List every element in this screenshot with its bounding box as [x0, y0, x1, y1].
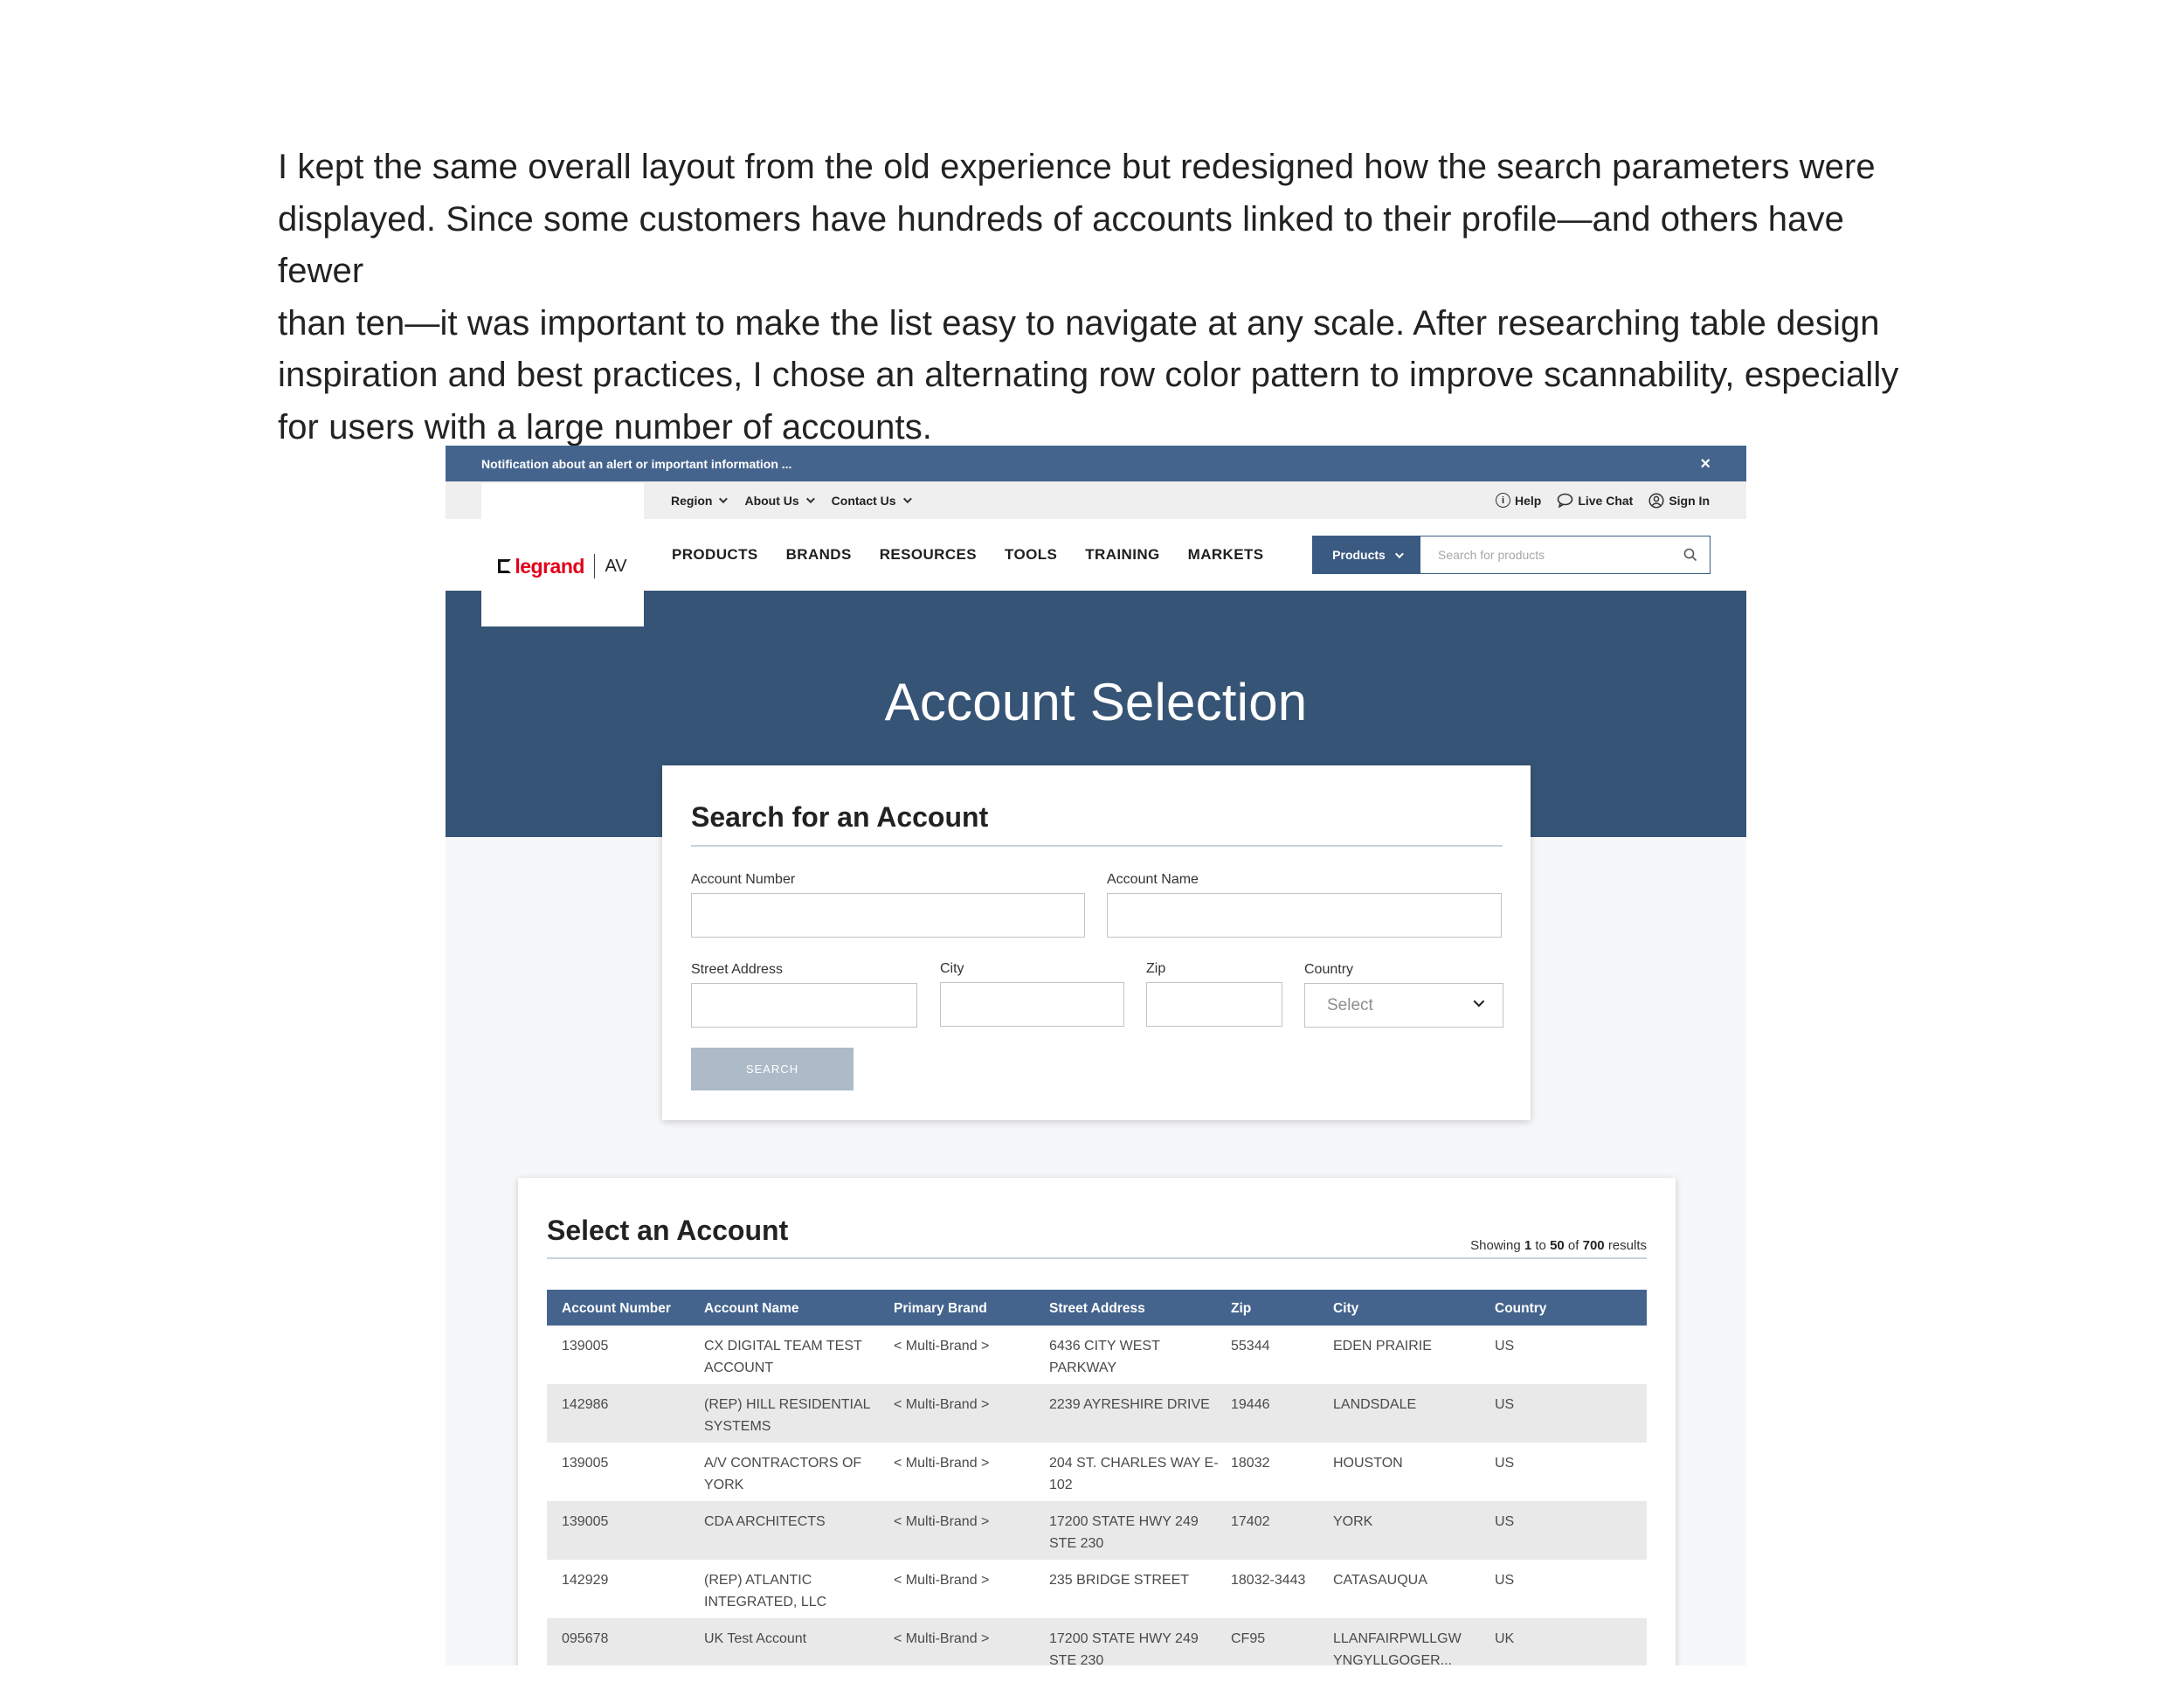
search-category-dropdown[interactable] [1313, 536, 1420, 573]
help-label: Help [1514, 493, 1542, 508]
cell-account-number: 139005 [562, 1456, 609, 1471]
table-row[interactable] [547, 1618, 1647, 1665]
search-card-title: Search for an Account [691, 801, 989, 833]
chevron-down-icon [719, 495, 728, 503]
country-select[interactable] [1304, 983, 1503, 1028]
chevron-down-icon [806, 495, 815, 503]
divider [547, 1257, 1647, 1259]
cell-city: YORK [1333, 1514, 1373, 1529]
user-circle-icon [1648, 493, 1664, 509]
cell-country: US [1495, 1514, 1515, 1529]
account-name-label: Account Name [1107, 872, 1199, 887]
info-icon: i [1496, 493, 1510, 508]
intro-paragraph [278, 142, 1920, 453]
search-input[interactable] [1420, 536, 1671, 573]
account-number-label: Account Number [691, 872, 796, 887]
page-title: Account Selection [884, 673, 1308, 731]
cell-primary-brand: < Multi-Brand > [894, 1456, 990, 1471]
logo[interactable] [498, 554, 626, 578]
about-us-label: About Us [744, 493, 799, 508]
sign-in-label: Sign In [1669, 493, 1710, 508]
site-mockup [446, 446, 1746, 1665]
cell-primary-brand: < Multi-Brand > [894, 1631, 990, 1646]
nav-brands[interactable]: BRANDS [785, 546, 852, 563]
results-from: 1 [1524, 1238, 1532, 1253]
search-icon[interactable] [1671, 536, 1710, 573]
results-card [518, 1178, 1676, 1665]
account-number-input[interactable] [691, 893, 1085, 938]
accounts-table [547, 1290, 1647, 1665]
of-word: of [1567, 1238, 1579, 1253]
results-to: 50 [1550, 1238, 1565, 1253]
notification-bar [446, 446, 1746, 481]
cell-street-address: 235 BRIDGE STREET [1049, 1573, 1190, 1588]
nav-products[interactable]: PRODUCTS [672, 546, 758, 563]
cell-zip: 17402 [1231, 1514, 1270, 1529]
cell-street-address: 6436 CITY WEST PARKWAY [1049, 1339, 1160, 1375]
table-row[interactable] [547, 1384, 1647, 1443]
chat-bubble-icon [1557, 493, 1573, 508]
cell-account-name: CDA ARCHITECTS [704, 1514, 826, 1529]
results-count [1470, 1238, 1647, 1253]
cell-account-number: 095678 [562, 1631, 609, 1646]
region-label: Region [671, 493, 713, 508]
country-select-value: Select [1327, 995, 1373, 1014]
cell-country: US [1495, 1456, 1515, 1471]
search-category-label: Products [1332, 548, 1386, 562]
cell-city: CATASAUQUA [1333, 1573, 1427, 1588]
intro-line: than ten—it was important to make the list easy to navigate at any scale. After researching table design [278, 303, 1880, 343]
cell-zip: 18032 [1231, 1456, 1270, 1471]
intro-line: I kept the same overall layout from the old experience but redesigned how the search parameters were [278, 148, 1876, 186]
cell-account-number: 142986 [562, 1397, 609, 1412]
table-row[interactable] [547, 1501, 1647, 1560]
street-address-label: Street Address [691, 962, 783, 977]
intro-line: displayed. Since some customers have hundreds of accounts linked to their profile—and others have fewer [278, 199, 1844, 290]
column-header[interactable]: Account Name [704, 1301, 799, 1316]
chevron-down-icon [903, 495, 912, 503]
cell-primary-brand: < Multi-Brand > [894, 1573, 990, 1588]
legrand-logo-icon [498, 559, 511, 573]
results-suffix: results [1607, 1238, 1647, 1253]
cell-street-address: 17200 STATE HWY 249 STE 230 [1049, 1631, 1199, 1665]
cell-account-name: (REP) HILL RESIDENTIAL SYSTEMS [704, 1397, 870, 1434]
zip-input[interactable] [1146, 982, 1282, 1027]
column-header[interactable]: City [1333, 1301, 1359, 1316]
nav-resources[interactable]: RESOURCES [879, 546, 978, 563]
cell-zip: 19446 [1231, 1397, 1270, 1412]
contact-us-menu[interactable] [832, 494, 909, 508]
cell-country: US [1495, 1573, 1515, 1588]
column-header[interactable]: Account Number [562, 1301, 671, 1316]
table-row[interactable] [547, 1326, 1647, 1384]
cell-primary-brand: < Multi-Brand > [894, 1397, 990, 1412]
cell-primary-brand: < Multi-Brand > [894, 1339, 990, 1353]
divider [691, 845, 1503, 847]
results-title: Select an Account [547, 1215, 789, 1246]
showing-prefix: Showing [1470, 1238, 1521, 1253]
region-menu[interactable] [671, 494, 725, 508]
cell-country: US [1495, 1339, 1515, 1353]
column-header[interactable]: Primary Brand [894, 1301, 987, 1316]
cell-account-name: CX DIGITAL TEAM TEST ACCOUNT [704, 1339, 862, 1375]
chevron-down-icon [1474, 996, 1485, 1007]
notification-text: Notification about an alert or important information ... [481, 456, 792, 471]
account-name-input[interactable] [1107, 893, 1502, 938]
close-icon[interactable]: × [1700, 453, 1711, 474]
sign-in-link[interactable] [1648, 493, 1710, 509]
nav-markets[interactable]: MARKETS [1187, 546, 1264, 563]
cell-account-name: UK Test Account [704, 1631, 807, 1646]
city-label: City [940, 961, 964, 976]
cell-primary-brand: < Multi-Brand > [894, 1514, 990, 1529]
cell-city: EDEN PRAIRIE [1333, 1339, 1432, 1353]
country-label: Country [1304, 962, 1354, 977]
live-chat-link[interactable] [1557, 493, 1633, 508]
contact-us-label: Contact Us [831, 493, 896, 508]
cell-account-name: A/V CONTRACTORS OF YORK [704, 1456, 862, 1492]
live-chat-label: Live Chat [1578, 493, 1634, 508]
table-row[interactable] [547, 1560, 1647, 1618]
cell-account-number: 139005 [562, 1339, 609, 1353]
city-input[interactable] [940, 982, 1124, 1027]
cell-street-address: 17200 STATE HWY 249 STE 230 [1049, 1514, 1199, 1551]
intro-line: inspiration and best practices, I chose an alternating row color pattern to improve scannability, especially [278, 356, 1899, 394]
results-total: 700 [1582, 1238, 1605, 1253]
logo-sub: AV [605, 556, 627, 576]
help-link[interactable] [1496, 493, 1541, 508]
nav-training[interactable]: TRAINING [1085, 546, 1160, 563]
chevron-down-icon [1395, 550, 1404, 558]
cell-city: LANDSDALE [1333, 1397, 1417, 1412]
column-header[interactable]: Zip [1231, 1301, 1252, 1316]
column-header[interactable]: Country [1495, 1301, 1547, 1316]
street-address-input[interactable] [691, 983, 917, 1028]
cell-account-number: 139005 [562, 1514, 609, 1529]
product-search [1312, 536, 1711, 574]
cell-city: LLANFAIRPWLLGW YNGYLLGOGER... [1333, 1631, 1462, 1665]
about-us-menu[interactable] [744, 494, 812, 508]
cell-account-number: 142929 [562, 1573, 609, 1588]
logo-brand: legrand [515, 554, 584, 578]
cell-street-address: 204 ST. CHARLES WAY E-102 [1049, 1456, 1219, 1492]
cell-city: HOUSTON [1333, 1456, 1403, 1471]
column-header[interactable]: Street Address [1049, 1301, 1145, 1316]
zip-label: Zip [1146, 961, 1166, 976]
to-word: to [1535, 1238, 1546, 1253]
cell-zip: CF95 [1231, 1631, 1266, 1646]
search-button[interactable]: SEARCH [691, 1048, 854, 1090]
table-row[interactable] [547, 1443, 1647, 1501]
cell-country: US [1495, 1397, 1515, 1412]
intro-line: for users with a large number of accounts. [278, 407, 933, 446]
logo-divider [594, 554, 596, 578]
cell-street-address: 2239 AYRESHIRE DRIVE [1049, 1397, 1210, 1412]
search-account-card [662, 765, 1531, 1120]
nav-tools[interactable]: TOOLS [1005, 546, 1058, 563]
logo-card[interactable] [481, 483, 644, 626]
cell-country: UK [1495, 1631, 1515, 1646]
cell-zip: 18032-3443 [1231, 1573, 1306, 1588]
cell-zip: 55344 [1231, 1339, 1270, 1353]
table-header [547, 1290, 1647, 1326]
cell-account-name: (REP) ATLANTIC INTEGRATED, LLC [704, 1573, 827, 1609]
